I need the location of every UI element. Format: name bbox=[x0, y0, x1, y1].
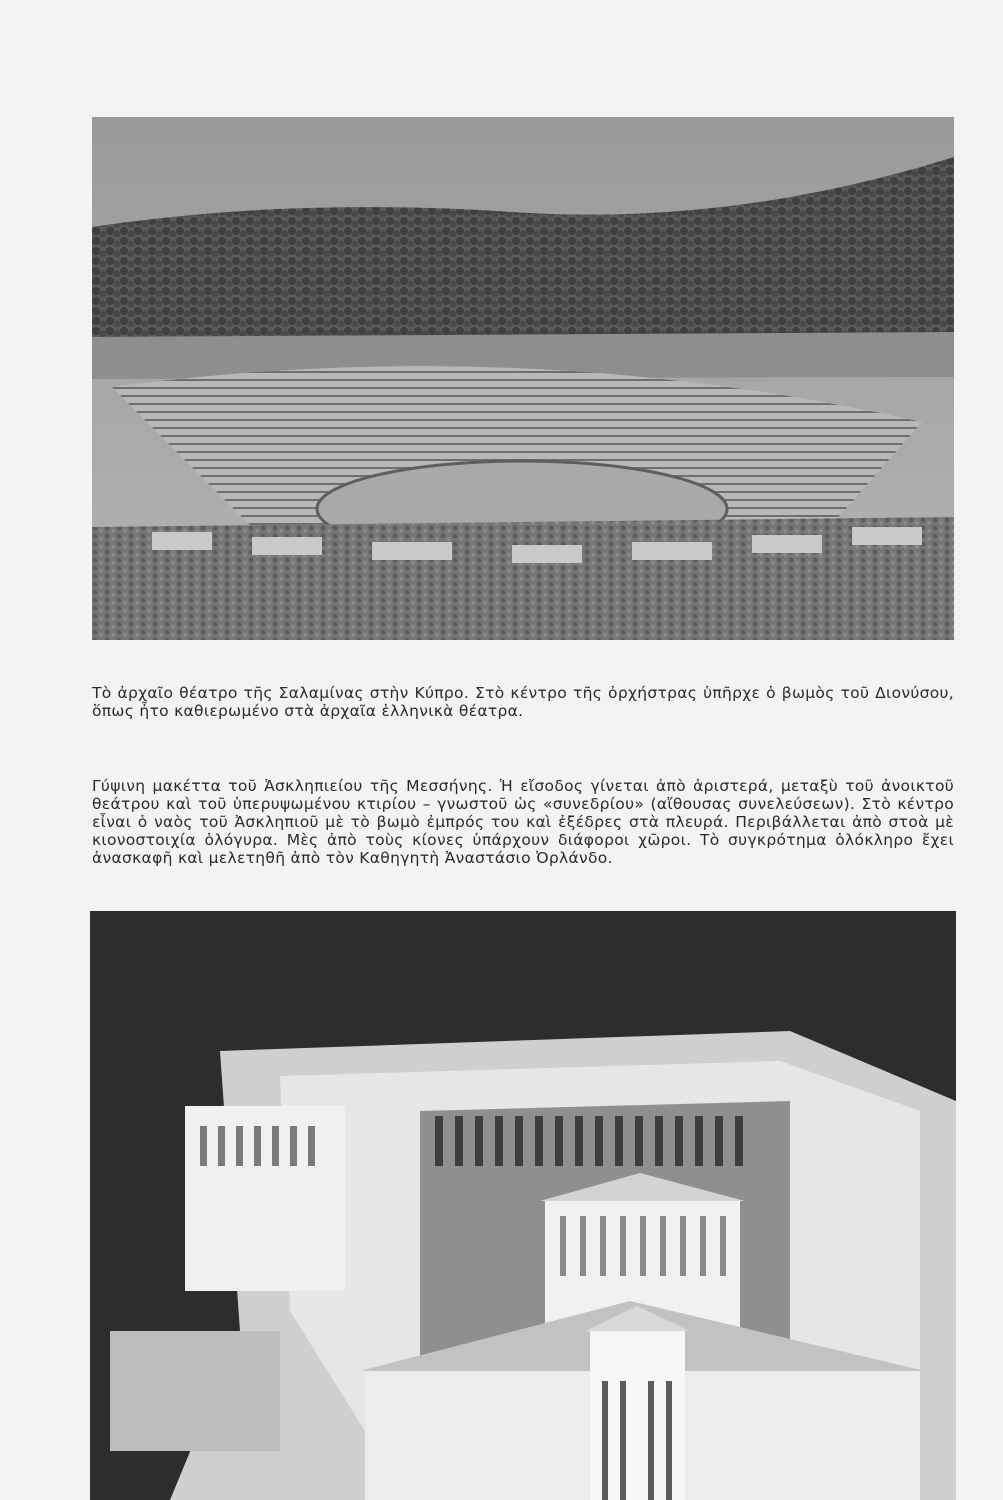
theater-photo bbox=[92, 117, 954, 640]
theater-caption-text: Τὸ ἀρχαῖο θέατρο τῆς Σαλαμίνας στὴν Κύπρο. Στὸ κέντρο τῆς ὀρχήστρας ὑπῆρχε ὁ βωμὸς τοῦ Διονύσου, ὅπως ἦτο καθιερωμένο στὰ ἀρχαῖα ἑλληνικὰ θέατρα. bbox=[92, 684, 954, 720]
theater-caption bbox=[92, 684, 954, 720]
theater-photo-image bbox=[92, 117, 954, 640]
model-photo bbox=[90, 911, 956, 1500]
model-caption bbox=[92, 777, 954, 867]
model-caption-text: Γύψινη μακέττα τοῦ Ἀσκληπιείου τῆς Μεσσήνης. Ἡ εἴσοδος γίνεται ἀπὸ ἀριστερά, μεταξὺ τοῦ ἀνοικτοῦ θεάτρου καὶ τοῦ ὑπερυψωμένου κτιρίου – γνωστοῦ ὡς «συνεδρίου» (αἴθουσας συνελεύσεων). Στὸ κέντρο εἶναι ὁ ναὸς τοῦ Ἀσκληπιοῦ μὲ τὸ βωμὸ ἐμπρός του καὶ ἐξέδρες στὰ πλευρά. Περιβάλλεται ἀπὸ στοὰ μὲ κιονοστοιχία ὁλόγυρα. Μὲς ἀπὸ τοὺς κίονες ὑπάρχουν διάφοροι χῶροι. Τὸ συγκρότημα ὁλόκληρο ἔχει ἀνασκαφῆ καὶ μελετηθῆ ἀπὸ τὸν Καθηγητὴ Ἀναστάσιο Ὀρλάνδο. bbox=[92, 777, 954, 867]
model-photo-image bbox=[90, 911, 956, 1500]
